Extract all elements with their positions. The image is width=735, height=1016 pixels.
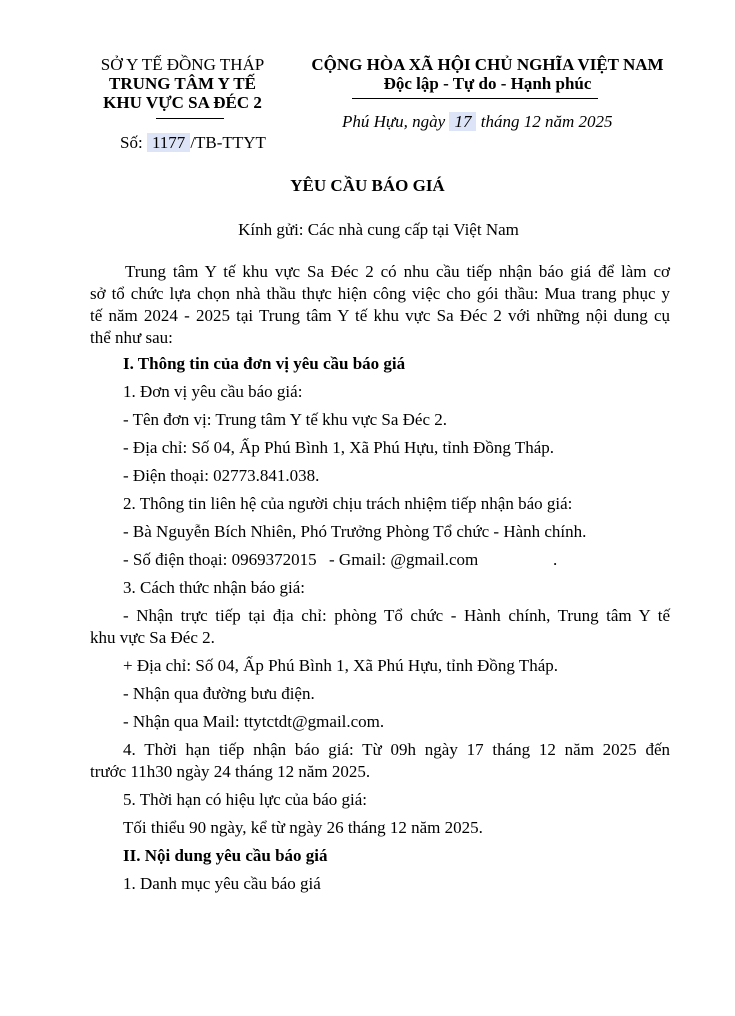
item5-value: Tối thiểu 90 ngày, kể từ ngày 26 tháng 12 năm 2025. [123,818,483,837]
document-number [120,133,266,153]
contact-phone: - Số điện thoại: 0969372015 [123,550,317,569]
item4-line: 4. Thời hạn tiếp nhận báo giá: Từ 09h ngày 17 tháng 12 năm 2025 đến [123,740,670,759]
receipt-by-mail: - Nhận qua Mail: ttytctdt@gmail.com. [123,712,385,731]
number-prefix: Số: [120,133,143,152]
item2-label: 2. Thông tin liên hệ của người chịu trách nhiệm tiếp nhận báo giá: [123,494,573,513]
agency-name-line1: TRUNG TÂM Y TẾ [109,74,256,93]
intro-line: Trung tâm Y tế khu vực Sa Đéc 2 có nhu cầu tiếp nhận báo giá để làm cơ [125,262,670,281]
date-suffix: tháng 12 năm 2025 [480,112,613,131]
direct-receipt-line: - Nhận trực tiếp tại địa chỉ: phòng Tổ chức - Hành chính, Trung tâm Y tế [123,606,670,625]
contact-person: - Bà Nguyễn Bích Nhiên, Phó Trưởng Phòng Tổ chức - Hành chính. [123,522,587,541]
section1-heading: I. Thông tin của đơn vị yêu cầu báo giá [123,354,406,373]
place-date [342,112,612,132]
item4-line: trước 11h30 ngày 24 tháng 12 năm 2025. [90,762,371,781]
agency-parent: SỞ Y TẾ ĐỒNG THÁP [100,55,265,74]
contact-gmail: - Gmail: @gmail.com [329,550,479,569]
intro-line: tế năm 2024 - 2025 tại Trung tâm Y tế khu vực Sa Đéc 2 với những nội dung cụ [90,306,670,325]
intro-line: sở tổ chức lựa chọn nhà thầu thực hiện công việc cho gói thầu: Mua trang phục y [90,284,670,303]
section2-heading: II. Nội dung yêu cầu báo giá [123,846,328,865]
national-motto: Độc lập - Tự do - Hạnh phúc [383,74,592,93]
unit-phone: - Điện thoại: 02773.841.038. [123,466,320,485]
right-divider [352,98,598,99]
direct-address: + Địa chỉ: Số 04, Ấp Phú Bình 1, Xã Phú Hựu, tỉnh Đồng Tháp. [123,656,558,675]
item5-label: 5. Thời hạn có hiệu lực của báo giá: [123,790,368,809]
direct-receipt-line: khu vực Sa Đéc 2. [90,628,215,647]
number-suffix: /TB-TTYT [190,133,266,152]
contact-gmail-end: . [553,550,558,569]
document-title: YÊU CẦU BÁO GIÁ [290,176,445,195]
recipient: Kính gửi: Các nhà cung cấp tại Việt Nam [238,220,519,239]
number-value: 1177 [147,133,190,152]
date-day: 17 [449,112,476,131]
left-divider [156,118,224,119]
national-title: CỘNG HÒA XÃ HỘI CHỦ NGHĨA VIỆT NAM [311,55,664,74]
section2-item1: 1. Danh mục yêu cầu báo giá [123,874,321,893]
receipt-by-post: - Nhận qua đường bưu điện. [123,684,315,703]
date-prefix: Phú Hựu, ngày [342,112,446,131]
unit-address: - Địa chỉ: Số 04, Ấp Phú Bình 1, Xã Phú Hựu, tỉnh Đồng Tháp. [123,438,555,457]
intro-line: thể như sau: [90,328,173,347]
unit-name: - Tên đơn vị: Trung tâm Y tế khu vực Sa Đéc 2. [123,410,448,429]
agency-name-line2: KHU VỰC SA ĐÉC 2 [103,93,262,112]
item3-label: 3. Cách thức nhận báo giá: [123,578,305,597]
item1-label: 1. Đơn vị yêu cầu báo giá: [123,382,303,401]
